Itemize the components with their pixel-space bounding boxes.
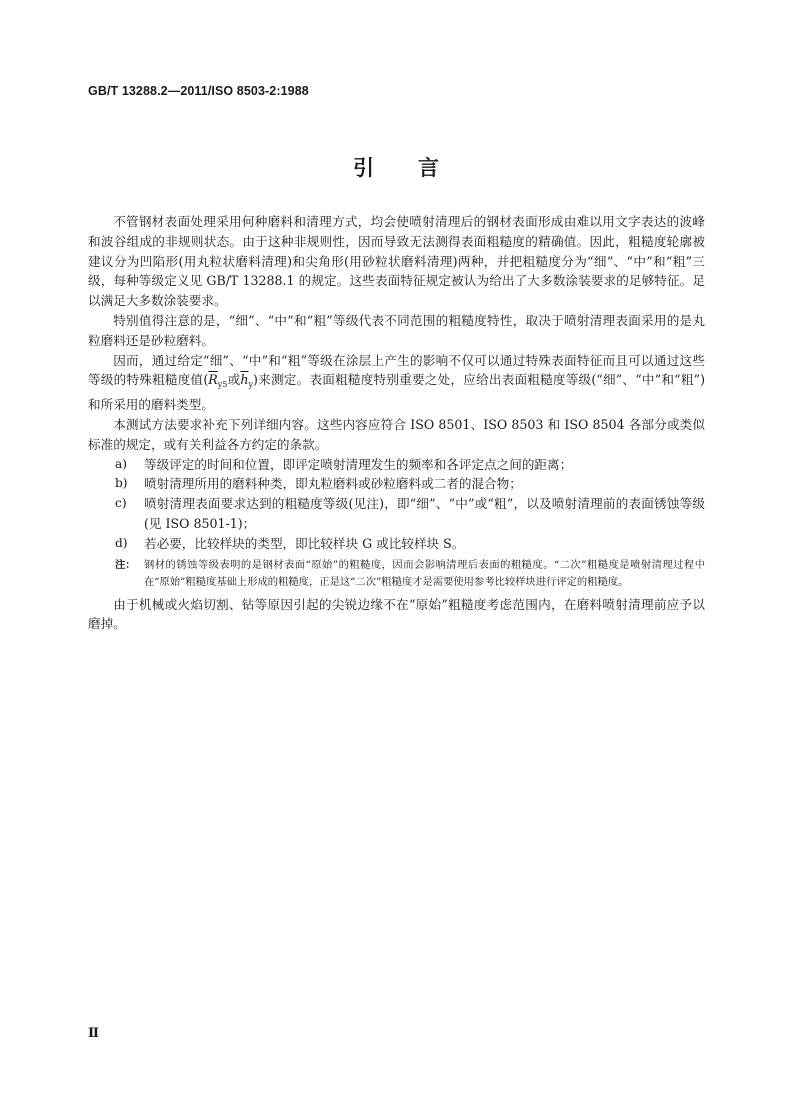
- page-title: 引言: [353, 156, 483, 180]
- paragraph-5: 由于机械或火焰切割、钻等原因引起的尖锐边缘不在“原始”粗糙度考虑范围内，在磨料喷射清理前应予以磨掉。: [88, 596, 705, 632]
- list-item-text: 喷射清理表面要求达到的粗糙度等级(见注)，即“细”、“中”或“粗”，以及喷射清理前的表面锈蚀等级(见 ISO 8501-1)；: [144, 496, 705, 531]
- symbol-h-bar: $\overline{h}$: [240, 372, 249, 388]
- page-number: Ⅱ: [88, 1026, 99, 1041]
- symbol-r-bar: $\overline{R}$: [208, 372, 218, 388]
- symbol-h-subscript: y: [248, 380, 254, 390]
- paragraph-4: 本测试方法要求补充下列详细内容。这些内容应符合 ISO 8501、ISO 8503 和 ISO 8504 各部分或类似标准的规定，或有关利益各方约定的条款。: [88, 416, 705, 452]
- list-marker: a): [115, 456, 128, 471]
- list-item-text: 若必要，比较样块的类型，即比较样块 G 或比较样块 S。: [144, 535, 465, 551]
- paragraph-1: 不管钢材表面处理采用何种磨料和清理方式，均会使喷射清理后的钢材表面形成由难以用文字表达的波峰和波谷组成的非规则状态。由于这种非规则性，因而导致无法测得表面粗糙度的精确值。因此，粗糙度轮廓被建议分为凹陷形(用丸粒状磨料清理)和尖角形(用砂粒状磨料清理)两种，并把粗糙度分为“细”、“中”和“粗”三级，每种等级定义见 GB/T 13288.1 的规定。这些表面特征规定被认为给出了大多数涂装要求的足够特征。足以满足大多数涂装要求。: [88, 214, 705, 309]
- paragraph-3-text-before: 因而，通过给定“细”、“中”和“粗”等级在涂层上产生的影响不仅可以通过特殊表面特征而且可以通过这些等级的特殊粗糙度值(: [88, 352, 705, 388]
- standard-code-header: GB/T 13288.2—2011/ISO 8503-2:1988: [88, 84, 309, 98]
- paragraph-3-or: 或: [227, 372, 241, 388]
- list-marker: b): [115, 476, 128, 491]
- note-label: 注：: [115, 558, 136, 571]
- list-item-a: [88, 455, 705, 475]
- list-item-c: [88, 494, 705, 534]
- list-item-b: [88, 474, 705, 494]
- symbol-r-subscript: y5: [217, 380, 228, 390]
- list-item-text: 喷射清理所用的磨料种类，即丸粒磨料或砂粒磨料或二者的混合物；: [144, 476, 522, 492]
- paragraph-2: 特别值得注意的是，“细”、“中”和“粗”等级代表不同范围的粗糙度特性，取决于喷射清理表面采用的是丸粒磨料还是砂粒磨料。: [88, 312, 705, 348]
- document-body: [88, 212, 705, 634]
- paragraph-3: [88, 351, 705, 415]
- note-text: 钢材的锈蚀等级表明的是钢材表面“原始”的粗糙度，因而会影响清理后表面的粗糙度。“二次”粗糙度是喷射清理过程中在“原始”粗糙度基础上形成的粗糙度，正是这“二次”粗糙度才是需要使用参考比较样块进行评定的粗糙度。: [144, 558, 705, 589]
- list-marker: c): [115, 496, 127, 511]
- list-item-text: 等级评定的时间和位置，即评定喷射清理发生的频率和各评定点之间的距离；: [144, 456, 573, 472]
- list-marker: d): [115, 535, 128, 550]
- paragraph-3-text-after: )来测定。表面粗糙度特别重要之处，应给出表面粗糙度等级(“细”、“中”和“粗”)和所采用的磨料类型。: [88, 372, 706, 413]
- note: [88, 557, 705, 592]
- list-item-d: [88, 534, 705, 554]
